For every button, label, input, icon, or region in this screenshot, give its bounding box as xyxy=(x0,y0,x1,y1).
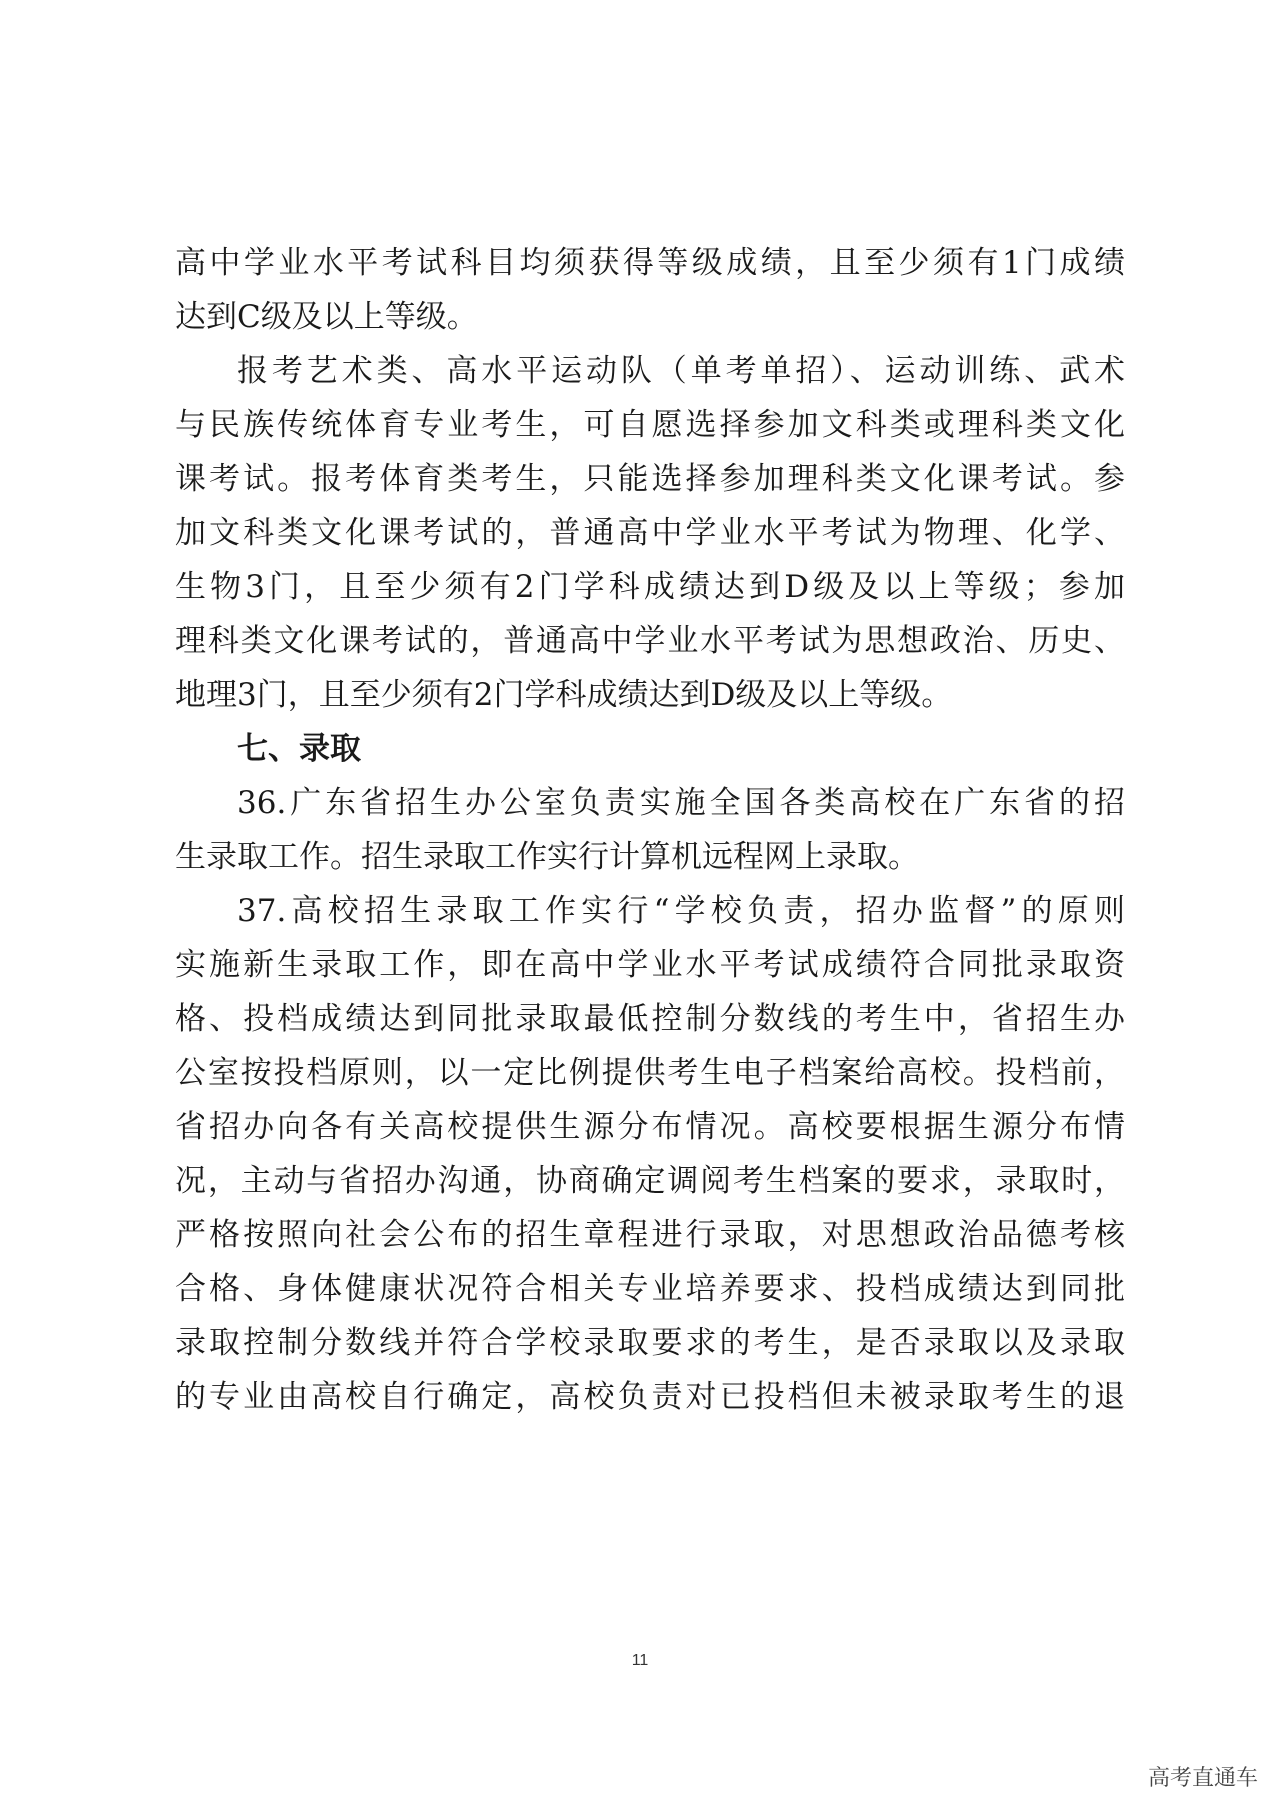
paragraph-line: 省招办向各有关高校提供生源分布情况。高校要根据生源分布情 xyxy=(175,1109,1125,1145)
paragraph-line: 况，主动与省招办沟通，协商确定调阅考生档案的要求，录取时， xyxy=(175,1163,1125,1199)
paragraph-line: 地理3门，且至少须有2门学科成绩达到D级及以上等级。 xyxy=(175,677,953,713)
paragraph-line: 达到C级及以上等级。 xyxy=(175,299,478,335)
paragraph-line: 实施新生录取工作，即在高中学业水平考试成绩符合同批录取资 xyxy=(175,947,1125,983)
paragraph-first-line: 36.广东省招生办公室负责实施全国各类高校在广东省的招 xyxy=(237,785,1125,821)
paragraph-line: 严格按照向社会公布的招生章程进行录取，对思想政治品德考核 xyxy=(175,1217,1125,1253)
paragraph-line: 生录取工作。招生录取工作实行计算机远程网上录取。 xyxy=(175,839,919,875)
paragraph-first-line: 报考艺术类、高水平运动队（单考单招）、运动训练、武术 xyxy=(237,353,1125,389)
page-number: 11 xyxy=(631,1652,649,1669)
paragraph-line: 生物3门，且至少须有2门学科成绩达到D级及以上等级；参加 xyxy=(175,569,1125,605)
paragraph-line: 理科类文化课考试的，普通高中学业水平考试为思想政治、历史、 xyxy=(175,623,1125,659)
paragraph-line: 高中学业水平考试科目均须获得等级成绩，且至少须有1门成绩 xyxy=(175,245,1125,281)
document-body xyxy=(175,236,1125,1424)
section-heading: 七、录取 xyxy=(237,731,361,767)
paragraph-line: 公室按投档原则，以一定比例提供考生电子档案给高校。投档前， xyxy=(175,1055,1125,1091)
paragraph-line: 录取控制分数线并符合学校录取要求的考生，是否录取以及录取 xyxy=(175,1325,1125,1361)
paragraph-line: 加文科类文化课考试的，普通高中学业水平考试为物理、化学、 xyxy=(175,515,1125,551)
paragraph-line: 课考试。报考体育类考生，只能选择参加理科类文化课考试。参 xyxy=(175,461,1125,497)
watermark-text: 高考直通车 xyxy=(1147,1766,1258,1791)
paragraph-line: 的专业由高校自行确定，高校负责对已投档但未被录取考生的退 xyxy=(175,1379,1125,1415)
paragraph-first-line: 37.高校招生录取工作实行“学校负责，招办监督”的原则 xyxy=(237,893,1125,929)
paragraph-line: 格、投档成绩达到同批录取最低控制分数线的考生中，省招生办 xyxy=(175,1001,1125,1037)
paragraph-line: 合格、身体健康状况符合相关专业培养要求、投档成绩达到同批 xyxy=(175,1271,1125,1307)
paragraph-line: 与民族传统体育专业考生，可自愿选择参加文科类或理科类文化 xyxy=(175,407,1125,443)
